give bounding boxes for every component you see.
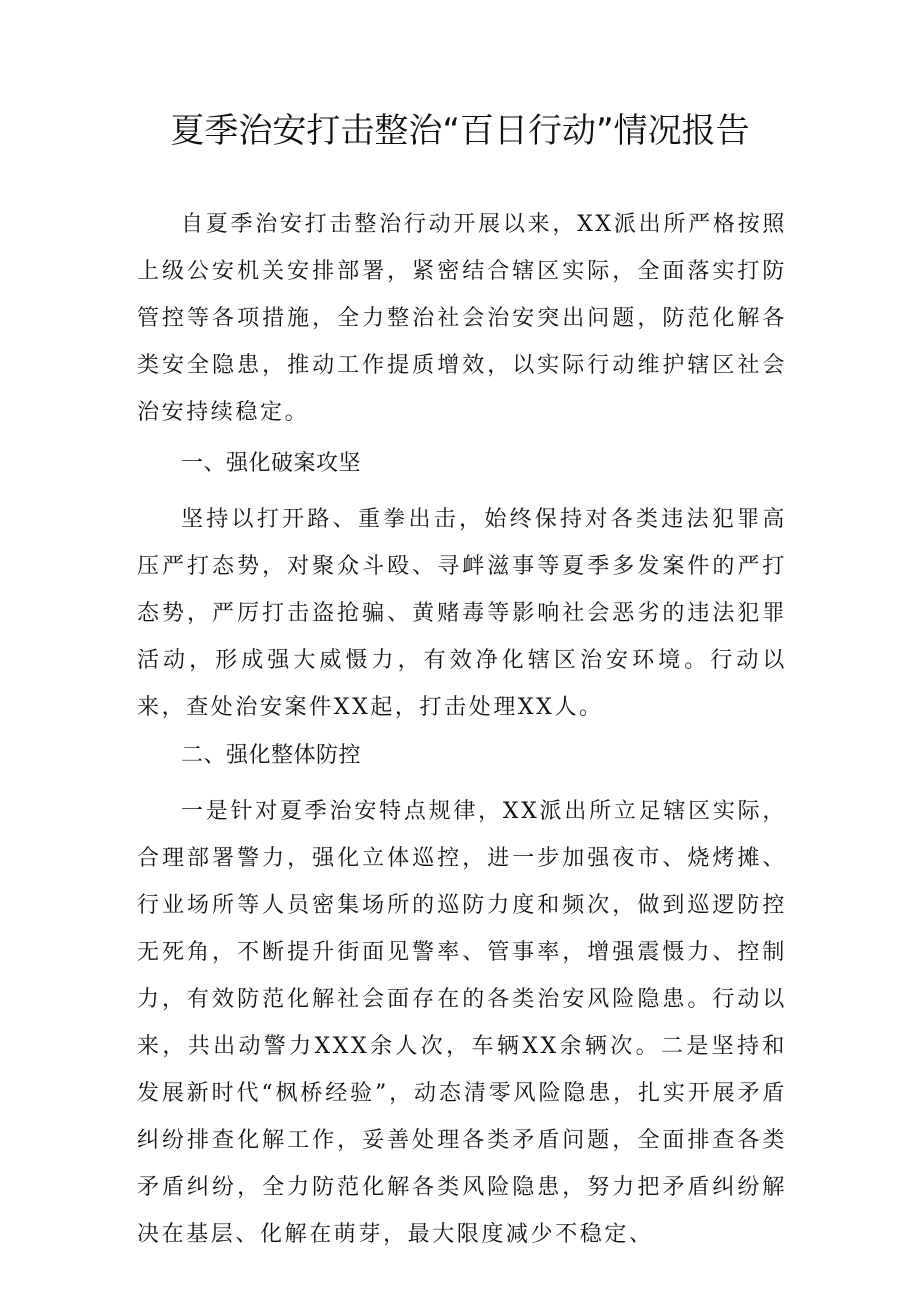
section-heading-2: 二、强化整体防控 [181, 743, 362, 768]
section-body-2: 一是针对夏季治安特点规律，XX派出所立足辖区实际，合理部署警力，强化立体巡控，进一步加强夜市、烧烤摊、行业场所等人员密集场所的巡防力度和频次，做到巡逻防控无死角，不断提升街面见警率、管事率，增强震慑力、控制力，有效防范化解社会面存在的各类治安风险隐患。行动以来，共出动警力XXX余人次，车辆XX余辆次。二是坚持和发展新时代“枫桥经验”，动态清零风险隐患，扎实开展矛盾纠纷排查化解工作，妥善处理各类矛盾问题，全面排查各类矛盾纠纷，全力防范化解各类风险隐患，努力把矛盾纠纷解决在基层、化解在萌芽，最大限度减少不稳定、 [137, 799, 787, 1247]
document-title: 夏季治安打击整治“百日行动”情况报告 [170, 111, 750, 151]
document-body [137, 201, 787, 1258]
section-heading-1: 一、强化破案攻坚 [181, 451, 362, 476]
section-body-1: 坚持以打开路、重拳出击，始终保持对各类违法犯罪高压严打态势，对聚众斗殴、寻衅滋事等夏季多发案件的严打态势，严厉打击盗抢骗、黄赌毒等影响社会恶劣的违法犯罪活动，形成强大威慑力，有效净化辖区治安环境。行动以来，查处治安案件XX起，打击处理XX人。 [137, 507, 787, 720]
intro-paragraph: 自夏季治安打击整治行动开展以来，XX派出所严格按照上级公安机关安排部署，紧密结合辖区实际，全面落实打防管控等各项措施，全力整治社会治安突出问题，防范化解各类安全隐患，推动工作提质增效，以实际行动维护辖区社会治安持续稳定。 [137, 212, 787, 425]
